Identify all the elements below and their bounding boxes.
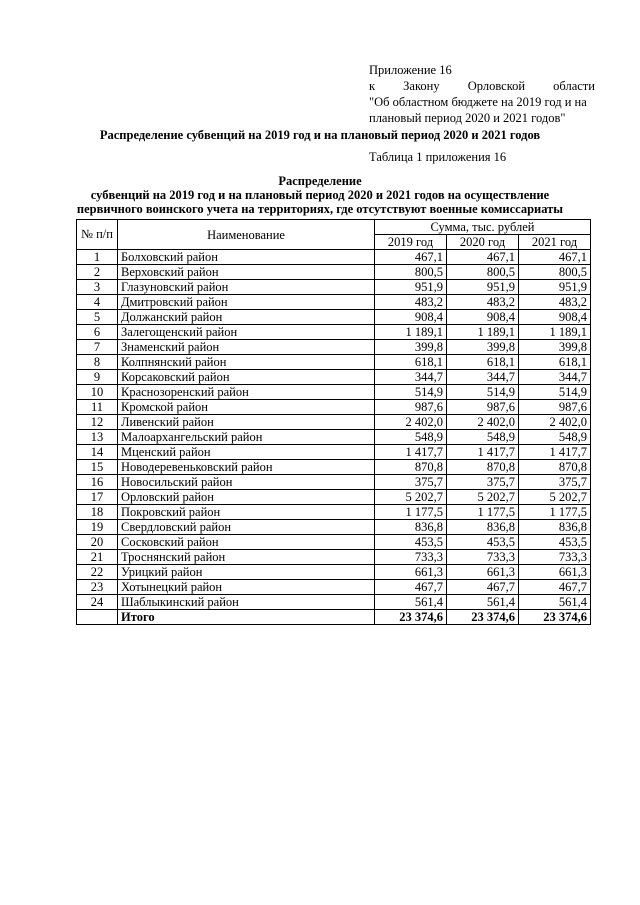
amount-cell: 375,7: [375, 475, 447, 490]
amount-cell: 618,1: [375, 355, 447, 370]
amount-cell: 733,3: [375, 550, 447, 565]
table-row: [77, 340, 591, 355]
table-row: [77, 280, 591, 295]
amount-cell: 375,7: [447, 475, 519, 490]
amount-cell: 661,3: [375, 565, 447, 580]
table-row: [77, 430, 591, 445]
appendix-word: Закону: [403, 79, 440, 93]
row-number: 2: [77, 265, 118, 280]
row-number: 23: [77, 580, 118, 595]
table-row: [77, 580, 591, 595]
table-title-line: первичного воинского учета на территориях, где отсутствуют военные комиссариаты: [76, 202, 564, 216]
amount-cell: 561,4: [447, 595, 519, 610]
amount-cell: 2 402,0: [519, 415, 591, 430]
amount-cell: 5 202,7: [447, 490, 519, 505]
amount-cell: 1 417,7: [375, 445, 447, 460]
amount-cell: 661,3: [447, 565, 519, 580]
row-number: 22: [77, 565, 118, 580]
amount-cell: 661,3: [519, 565, 591, 580]
district-name: Урицкий район: [118, 565, 375, 580]
district-name: Ливенский район: [118, 415, 375, 430]
col-header-sum: Сумма, тыс. рублей: [375, 220, 591, 235]
amount-cell: 870,8: [375, 460, 447, 475]
col-header-name: Наименование: [118, 220, 375, 250]
amount-cell: 987,6: [447, 400, 519, 415]
table-row: [77, 520, 591, 535]
table-title: [0, 174, 640, 216]
row-number: 3: [77, 280, 118, 295]
table-row: [77, 475, 591, 490]
amount-cell: 514,9: [447, 385, 519, 400]
amount-cell: 453,5: [375, 535, 447, 550]
table-row: [77, 565, 591, 580]
table-row: [77, 460, 591, 475]
row-number: 8: [77, 355, 118, 370]
amount-cell: 733,3: [447, 550, 519, 565]
amount-cell: 344,7: [375, 370, 447, 385]
table-row: [77, 370, 591, 385]
district-name: Корсаковский район: [118, 370, 375, 385]
amount-cell: 987,6: [375, 400, 447, 415]
amount-cell: 467,1: [519, 250, 591, 265]
district-name: Краснозоренский район: [118, 385, 375, 400]
amount-cell: 618,1: [447, 355, 519, 370]
row-number: 21: [77, 550, 118, 565]
row-number: 5: [77, 310, 118, 325]
amount-cell: 467,1: [447, 250, 519, 265]
table-row: [77, 505, 591, 520]
table-row: [77, 490, 591, 505]
amount-cell: 5 202,7: [375, 490, 447, 505]
amount-cell: 483,2: [447, 295, 519, 310]
appendix-word: области: [553, 79, 595, 93]
district-name: Орловский район: [118, 490, 375, 505]
row-number: 12: [77, 415, 118, 430]
district-name: Глазуновский район: [118, 280, 375, 295]
amount-cell: 344,7: [447, 370, 519, 385]
appendix-law-name-2: плановый период 2020 и 2021 годов": [369, 111, 566, 125]
col-header-year: 2019 год: [375, 235, 447, 250]
total-number-cell: [77, 610, 118, 625]
amount-cell: 800,5: [375, 265, 447, 280]
amount-cell: 467,7: [519, 580, 591, 595]
amount-cell: 1 189,1: [375, 325, 447, 340]
amount-cell: 561,4: [375, 595, 447, 610]
district-name: Сосковский район: [118, 535, 375, 550]
amount-cell: 467,1: [375, 250, 447, 265]
district-name: Верховский район: [118, 265, 375, 280]
district-name: Свердловский район: [118, 520, 375, 535]
district-name: Залегощенский район: [118, 325, 375, 340]
row-number: 10: [77, 385, 118, 400]
table-row: [77, 310, 591, 325]
district-name: Знаменский район: [118, 340, 375, 355]
amount-cell: 453,5: [447, 535, 519, 550]
amount-cell: 2 402,0: [375, 415, 447, 430]
amount-cell: 1 189,1: [519, 325, 591, 340]
row-number: 16: [77, 475, 118, 490]
amount-cell: 467,7: [375, 580, 447, 595]
row-number: 20: [77, 535, 118, 550]
subsidy-table: [76, 219, 591, 625]
amount-cell: 467,7: [447, 580, 519, 595]
amount-cell: 375,7: [519, 475, 591, 490]
amount-cell: 800,5: [447, 265, 519, 280]
table-row: [77, 355, 591, 370]
row-number: 6: [77, 325, 118, 340]
amount-cell: 800,5: [519, 265, 591, 280]
row-number: 1: [77, 250, 118, 265]
row-number: 15: [77, 460, 118, 475]
amount-cell: 987,6: [519, 400, 591, 415]
table-row: [77, 325, 591, 340]
row-number: 24: [77, 595, 118, 610]
district-name: Новодеревеньковский район: [118, 460, 375, 475]
amount-cell: 399,8: [375, 340, 447, 355]
table-title-line: Распределение: [278, 174, 362, 188]
amount-cell: 1 177,5: [447, 505, 519, 520]
table-row: [77, 295, 591, 310]
table-row: [77, 250, 591, 265]
amount-cell: 399,8: [519, 340, 591, 355]
col-header-number: № п/п: [77, 220, 118, 250]
amount-cell: 618,1: [519, 355, 591, 370]
amount-cell: 399,8: [447, 340, 519, 355]
appendix-law-line: [369, 78, 595, 94]
row-number: 11: [77, 400, 118, 415]
col-header-year: 2020 год: [447, 235, 519, 250]
total-amount: 23 374,6: [375, 610, 447, 625]
amount-cell: 908,4: [519, 310, 591, 325]
table-row: [77, 595, 591, 610]
total-label: Итого: [118, 610, 375, 625]
row-number: 14: [77, 445, 118, 460]
table-row: [77, 400, 591, 415]
row-number: 13: [77, 430, 118, 445]
amount-cell: 870,8: [447, 460, 519, 475]
col-header-year: 2021 год: [519, 235, 591, 250]
table-row: [77, 265, 591, 280]
main-heading: Распределение субвенций на 2019 год и на плановый период 2020 и 2021 годов: [99, 128, 541, 142]
row-number: 18: [77, 505, 118, 520]
appendix-word: Орловской: [467, 79, 526, 93]
row-number: 9: [77, 370, 118, 385]
total-amount: 23 374,6: [447, 610, 519, 625]
amount-cell: 453,5: [519, 535, 591, 550]
amount-cell: 483,2: [519, 295, 591, 310]
amount-cell: 836,8: [447, 520, 519, 535]
district-name: Кромской район: [118, 400, 375, 415]
district-name: Дмитровский район: [118, 295, 375, 310]
district-name: Малоархангельский район: [118, 430, 375, 445]
amount-cell: 951,9: [447, 280, 519, 295]
table-row: [77, 535, 591, 550]
amount-cell: 514,9: [519, 385, 591, 400]
amount-cell: 548,9: [447, 430, 519, 445]
amount-cell: 951,9: [519, 280, 591, 295]
amount-cell: 1 417,7: [447, 445, 519, 460]
amount-cell: 733,3: [519, 550, 591, 565]
amount-cell: 561,4: [519, 595, 591, 610]
total-amount: 23 374,6: [519, 610, 591, 625]
row-number: 7: [77, 340, 118, 355]
table-reference: Таблица 1 приложения 16: [369, 150, 507, 164]
amount-cell: 2 402,0: [447, 415, 519, 430]
amount-cell: 908,4: [447, 310, 519, 325]
amount-cell: 951,9: [375, 280, 447, 295]
row-number: 19: [77, 520, 118, 535]
amount-cell: 1 177,5: [519, 505, 591, 520]
table-row: [77, 385, 591, 400]
row-number: 4: [77, 295, 118, 310]
amount-cell: 344,7: [519, 370, 591, 385]
amount-cell: 483,2: [375, 295, 447, 310]
table-row: [77, 415, 591, 430]
amount-cell: 836,8: [375, 520, 447, 535]
amount-cell: 1 189,1: [447, 325, 519, 340]
district-name: Новосильский район: [118, 475, 375, 490]
amount-cell: 5 202,7: [519, 490, 591, 505]
amount-cell: 514,9: [375, 385, 447, 400]
appendix-block: [369, 62, 595, 126]
district-name: Шаблыкинский район: [118, 595, 375, 610]
amount-cell: 836,8: [519, 520, 591, 535]
amount-cell: 1 177,5: [375, 505, 447, 520]
table-row: [77, 550, 591, 565]
district-name: Покровский район: [118, 505, 375, 520]
amount-cell: 1 417,7: [519, 445, 591, 460]
district-name: Болховский район: [118, 250, 375, 265]
district-name: Троснянский район: [118, 550, 375, 565]
amount-cell: 870,8: [519, 460, 591, 475]
appendix-word: к: [369, 79, 376, 93]
total-row: [77, 610, 591, 625]
amount-cell: 548,9: [375, 430, 447, 445]
district-name: Мценский район: [118, 445, 375, 460]
amount-cell: 908,4: [375, 310, 447, 325]
district-name: Колпнянский район: [118, 355, 375, 370]
table-title-line: субвенций на 2019 год и на плановый период 2020 и 2021 годов на осуществление: [90, 188, 550, 202]
district-name: Хотынецкий район: [118, 580, 375, 595]
appendix-title: Приложение 16: [369, 63, 452, 77]
appendix-law-name-1: "Об областном бюджете на 2019 год и на: [369, 95, 587, 109]
amount-cell: 548,9: [519, 430, 591, 445]
row-number: 17: [77, 490, 118, 505]
district-name: Должанский район: [118, 310, 375, 325]
table-row: [77, 445, 591, 460]
